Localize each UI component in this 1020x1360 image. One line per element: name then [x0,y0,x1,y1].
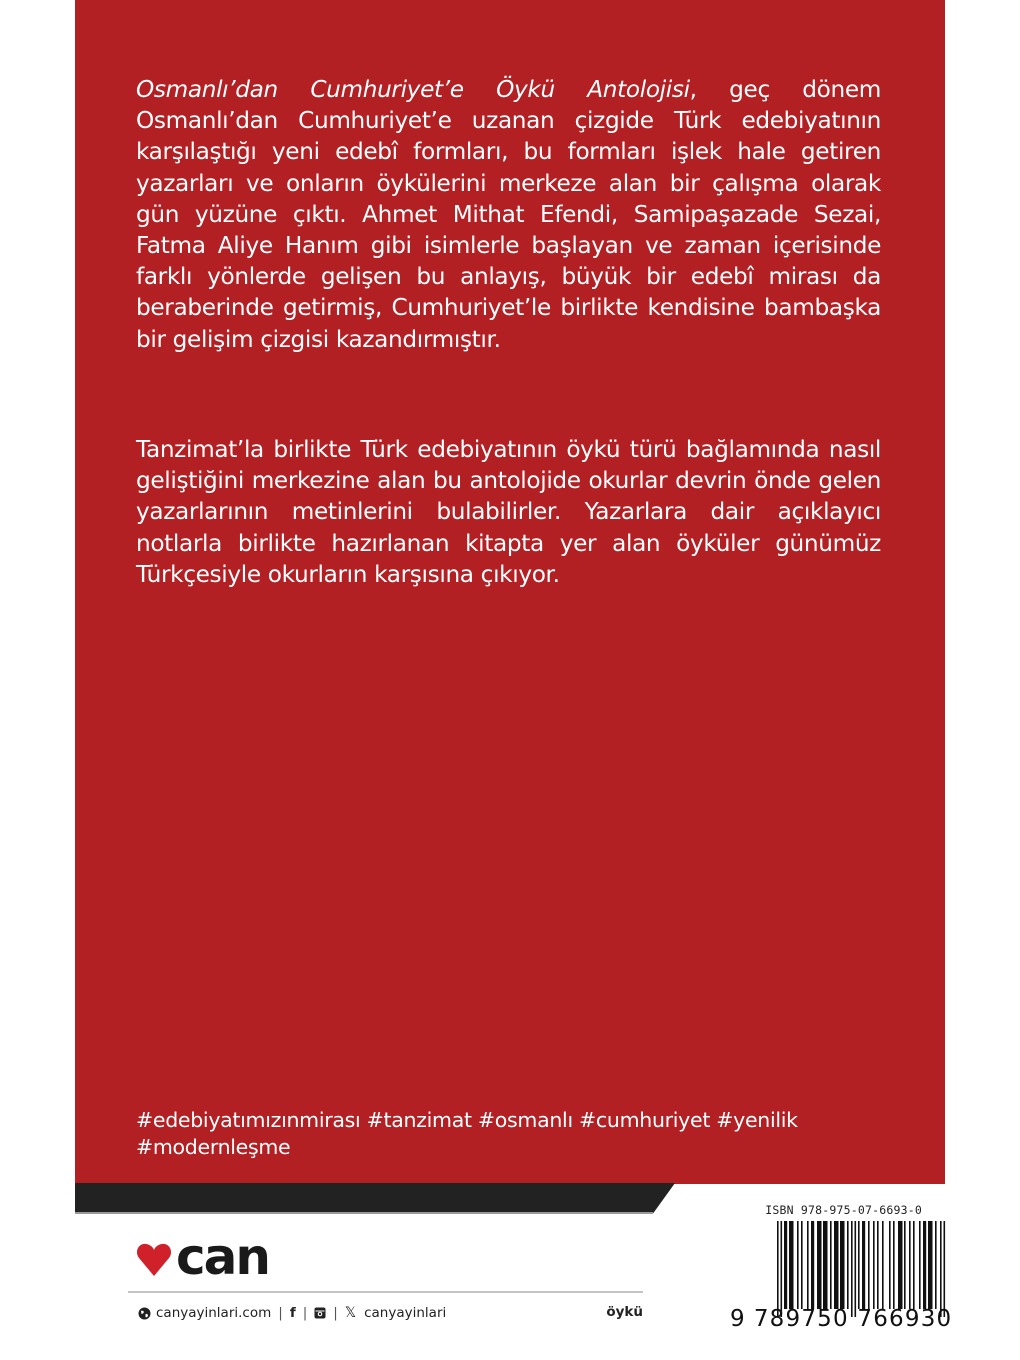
hashtags [136,1107,896,1161]
blurb-paragraph-1-text: , geç dönem Osmanlı’dan Cumhuriyet’e uzanan çizgide Türk edebiyatının karşılaştığı yeni edebî formları, bu formları işlek hale getiren yazarları ve onların öykülerini merkeze alan bir çalışma olarak gün yüzüne çıktı. Ahmet Mithat Efendi, Samipaşazade Sezai, Fatma Aliye Hanım gibi isimlerle başlayan ve zaman içerisinde farklı yönlerde gelişen bu anlayış, büyük bir edebî mirası da beraberinde getirmiş, Cumhuriyet’le birlikte kendisine bambaşka bir gelişim çizgisi kazandırmıştır. [136,76,882,353]
barcode-bars [777,1221,940,1317]
logo-wordmark: can [176,1228,269,1286]
globe-icon [138,1307,151,1320]
heart-icon [136,1242,172,1278]
isbn-barcode [740,1203,940,1317]
barcode-digits [730,1306,952,1332]
isbn-label: ISBN 978-975-07-6693-0 [765,1203,922,1217]
separator: | [302,1305,308,1321]
barcode-first-digit: 9 [730,1306,746,1332]
barcode-group-1: 789750 [753,1306,849,1332]
black-slanted-band [75,1183,675,1213]
genre-label: öykü [606,1304,643,1320]
x-icon[interactable]: 𝕏 [344,1305,357,1321]
separator: | [278,1305,283,1321]
blurb-paragraph-1 [136,74,881,355]
footer-divider [128,1291,643,1293]
blurb-paragraph-2: Tanzimat’la birlikte Türk edebiyatının öykü türü bağlamında nasıl geliştiğini merkezine alan bu antolojide okurlar devrin önde gelen yazarlarının metinlerini bulabilirler. Yazarlara dair açıklayıcı notlarla birlikte hazırlanan kitapta yer alan öyküler günümüz Türkçesiyle okurların karşısına çıkıyor. [136,436,881,588]
book-title-italic: Osmanlı’dan Cumhuriyet’e Öykü Antolojisi [136,76,690,103]
social-handle[interactable]: canyayinlari [364,1305,447,1321]
facebook-icon[interactable]: f [289,1305,296,1321]
website-link[interactable]: canyayinlari.com [156,1305,272,1321]
publisher-footer [138,1304,643,1322]
band-shadow-line [75,1212,653,1214]
hashtags-line-1: #edebiyatımızınmirası #tanzimat #osmanlı #cumhuriyet #yenilik [136,1108,798,1132]
barcode-group-2: 766930 [857,1306,953,1332]
publisher-logo [136,1228,269,1286]
hashtags-line-2: #modernleşme [136,1135,291,1159]
instagram-icon[interactable] [314,1307,326,1319]
separator: | [333,1305,338,1321]
